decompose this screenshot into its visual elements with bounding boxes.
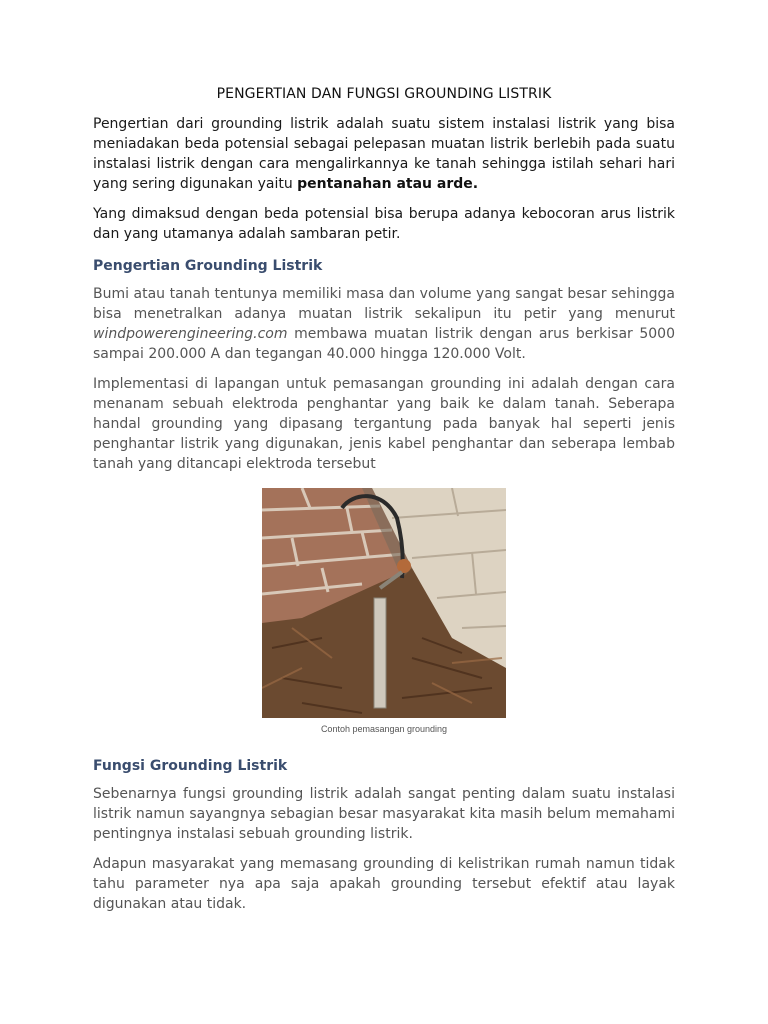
section-heading-pengertian: Pengertian Grounding Listrik (93, 258, 323, 274)
intro-paragraph-2: Yang dimaksud dengan beda potensial bisa berupa adanya kebocoran arus listrik dan yang utamanya adalah sambaran petir. (93, 206, 675, 242)
source-link[interactable]: windpowerengineering.com (93, 326, 288, 342)
section2-paragraph-2: Adapun masyarakat yang memasang grounding di kelistrikan rumah namun tidak tahu parameter nya apa saja apakah grounding tersebut efektif atau layak digunakan atau tidak. (93, 856, 675, 912)
section1-paragraph-1 (93, 284, 675, 364)
section1-paragraph-2: Implementasi di lapangan untuk pemasangan grounding ini adalah dengan cara menanam sebuah elektroda penghantar yang baik ke dalam tanah. Seberapa handal grounding yang dipasang tergantung pada banyak hal seperti jenis penghantar listrik yang digunakan, jenis kabel penghantar dan seberapa lembab tanah yang ditancapi elektroda tersebut (93, 376, 675, 472)
intro-bold-term: pentanahan atau arde. (297, 176, 479, 192)
intro-paragraph-1-text: Pengertian dari grounding listrik adalah suatu sistem instalasi listrik yang bisa meniadakan beda potensial sebagai pelepasan muatan listrik berlebih pada suatu instalasi listrik dengan cara mengalirkannya ke tanah sehingga istilah sehari hari yang sering digunakan yaitu (93, 116, 675, 192)
document-title: PENGERTIAN DAN FUNGSI GROUNDING LISTRIK (216, 86, 552, 102)
intro-paragraph-1 (93, 114, 675, 194)
section-heading-fungsi: Fungsi Grounding Listrik (93, 758, 288, 774)
figure-caption: Contoh pemasangan grounding (320, 724, 448, 734)
document-page (93, 86, 675, 924)
section1-paragraph-1-a: Bumi atau tanah tentunya memiliki masa dan volume yang sangat besar sehingga bisa menetralkan adanya muatan listrik sekalipun itu petir yang menurut (93, 286, 675, 322)
grounding-photo (262, 488, 506, 718)
grounding-figure (93, 488, 675, 740)
section1-paragraph-1-b: membawa muatan listrik dengan arus berkisar 5000 sampai 200.000 A dan tegangan 40.000 hingga 120.000 Volt. (93, 326, 675, 362)
section2-paragraph-1: Sebenarnya fungsi grounding listrik adalah sangat penting dalam suatu instalasi listrik namun sayangnya sebagian besar masyarakat kita masih belum memahami pentingnya instalasi sebuah grounding listrik. (93, 786, 675, 842)
